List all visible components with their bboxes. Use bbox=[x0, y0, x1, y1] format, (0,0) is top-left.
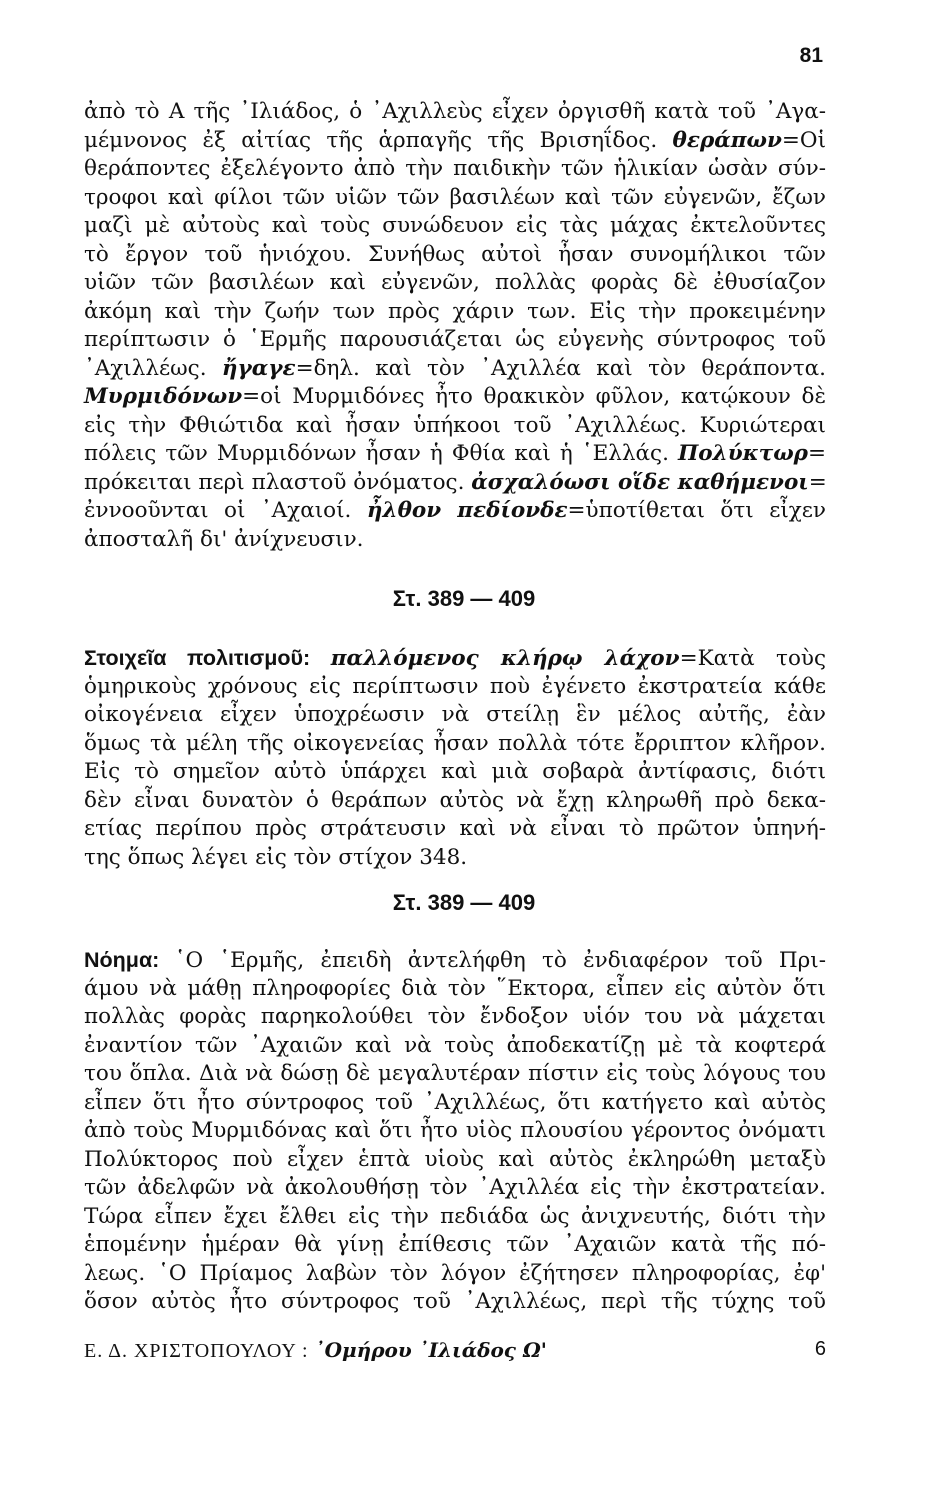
text-line: ἀποσταλῆ δι' ἀνίχνευσιν. bbox=[84, 526, 364, 552]
text-line: ὅσον αὐτὸς ἦτο σύντροφος τοῦ ᾿Αχιλλέως, περὶ τῆς τύχης τοῦ bbox=[84, 1289, 826, 1314]
text-line: τὸ ἔργον τοῦ ἡνιόχου. Συνήθως αὐτοὶ ἦσαν συνομήλικοι τῶν bbox=[84, 241, 826, 267]
text-line: της ὅπως λέγει εἰς τὸν στίχον 348. bbox=[84, 844, 468, 870]
lemma: ἀσχαλόωσι οἵδε καθήμενοι bbox=[471, 469, 809, 495]
text-line: Νόημα: ῾Ο ῾Ερμῆς, ἐπειδὴ ἀντελήφθη τὸ ἐνδιαφέρον τοῦ Πρι- bbox=[84, 948, 826, 973]
lemma: ἤγαγε bbox=[221, 355, 296, 381]
culture-paragraph bbox=[84, 644, 826, 872]
text-line: του ὅπλα. Διὰ νὰ δώσῃ δὲ μεγαλυτέραν πίστιν εἰς τοὺς λόγους του bbox=[84, 1061, 826, 1086]
footer-author: Ε. Δ. ΧΡΙΣΤΟΠΟΥΛΟΥ : bbox=[84, 1340, 315, 1362]
text-line: άμου νὰ μάθῃ πληροφορίες διὰ τὸν ῞Εκτορα, εἶπεν εἰς αὐτὸν ὅτι bbox=[84, 975, 826, 1001]
text-line: ἀπὸ τοὺς Μυρμιδόνας καὶ ὅτι ἦτο υἱὸς πλουσίου γέροντος ὀνόματι bbox=[84, 1118, 826, 1143]
text-line: λεως. ῾Ο Πρίαμος λαβὼν τὸν λόγον ἐζήτησεν πληροφορίας, ἐφ' bbox=[84, 1260, 826, 1286]
text-line: Μυρμιδόνων=οἱ Μυρμιδόνες ἦτο θρακικὸν φῦλον, κατῴκουν δὲ bbox=[84, 384, 826, 409]
signature-mark: 6 bbox=[814, 1338, 826, 1360]
text-line: μέμνονος ἐξ αἰτίας τῆς ἁρπαγῆς τῆς Βρισηΐδος. θεράπων=Οἱ bbox=[84, 127, 826, 153]
text-line: δὲν εἶναι δυνατὸν ὁ θεράπων αὐτὸς νὰ ἔχῃ κληρωθῆ πρὸ δεκα- bbox=[84, 787, 826, 813]
text-line: πόλεις τῶν Μυρμιδόνων ἦσαν ἡ Φθία καὶ ἡ ῾Ελλάς. Πολύκτωρ= bbox=[84, 441, 826, 466]
text-line: Τώρα εἶπεν ἔχει ἔλθει εἰς τὴν πεδιάδα ὡς ἀνιχνευτής, διότι τὴν bbox=[84, 1203, 826, 1229]
text-line: τῶν ἀδελφῶν νὰ ἀκολουθήσῃ τὸν ᾿Αχιλλέα εἰς τὴν ἐκστρατείαν. bbox=[84, 1175, 826, 1200]
paragraph-heading: Στοιχεῖα πολιτισμοῦ bbox=[84, 646, 304, 670]
lemma: θεράπων bbox=[672, 127, 782, 153]
text-line: Εἰς τὸ σημεῖον αὐτὸ ὑπάρχει καὶ μιὰ σοβαρὰ ἀντίφασις, διότι bbox=[84, 759, 826, 784]
lemma: Μυρμιδόνων bbox=[84, 384, 243, 409]
text-line: οἰκογένεια εἶχεν ὑποχρέωσιν νὰ στείλῃ ἓν μέλος αὐτῆς, ἐὰν bbox=[84, 702, 826, 727]
page-footer bbox=[84, 1338, 826, 1363]
page-number: 81 bbox=[799, 44, 823, 67]
text-line: ετίας περίπου πρὸς στράτευσιν καὶ νὰ εἶναι τὸ πρῶτον ὑπηνή- bbox=[84, 816, 826, 841]
lemma: Πολύκτωρ bbox=[677, 441, 808, 466]
text-line: ὁμηρικοὺς χρόνους εἰς περίπτωσιν ποὺ ἐγένετο ἐκστρατεία κάθε bbox=[84, 673, 826, 699]
text-line: ὅμως τὰ μέλη τῆς οἰκογενείας ἦσαν πολλὰ τότε ἔρριπτον κλῆρον. bbox=[84, 730, 826, 756]
section-heading: Στ. 389 — 409 bbox=[392, 890, 536, 915]
text-line: θεράποντες ἐξελέγοντο ἀπὸ τὴν παιδικὴν τῶν ἡλικίαν ὡσὰν σύν- bbox=[84, 156, 826, 181]
text-line: ἐναντίον τῶν ᾿Αχαιῶν καὶ νὰ τοὺς ἀποδεκατίζῃ μὲ τὰ κοφτερά bbox=[84, 1032, 826, 1058]
text-line: πρόκειται περὶ πλαστοῦ ὀνόματος. ἀσχαλόωσι οἵδε καθήμενοι= bbox=[84, 469, 827, 495]
text-line: μαζὶ μὲ αὐτοὺς καὶ τοὺς συνώδευον εἰς τὰς μάχας ἐκτελοῦντες bbox=[84, 213, 826, 238]
lemma: ἦλθον πεδίονδε bbox=[366, 498, 568, 523]
text-line: ἀκόμη καὶ τὴν ζωήν των πρὸς χάριν των. Εἰς τὴν προκειμένην bbox=[84, 298, 826, 324]
text-line: πολλὰς φορὰς παρηκολούθει τὸν ἔνδοξον υἱόν του νὰ μάχεται bbox=[84, 1004, 826, 1029]
text-line: ᾿Αχιλλέως. ἤγαγε=δηλ. καὶ τὸν ᾿Αχιλλέα καὶ τὸν θεράποντα. bbox=[84, 355, 826, 381]
meaning-paragraph bbox=[84, 946, 826, 1317]
text-line: εἰς τὴν Φθιώτιδα καὶ ἦσαν ὑπήκοοι τοῦ ᾿Αχιλλέως. Κυριώτεραι bbox=[84, 412, 826, 438]
text-line: Πολύκτορος ποὺ εἶχεν ἑπτὰ υἱοὺς καὶ αὐτὸς ἐκληρώθη μεταξὺ bbox=[84, 1146, 826, 1172]
section-heading: Στ. 389 — 409 bbox=[392, 586, 536, 611]
paragraph-heading: Νόημα bbox=[84, 948, 153, 972]
text-line: περίπτωσιν ὁ ῾Ερμῆς παρουσιάζεται ὡς εὐγενὴς σύντροφος τοῦ bbox=[84, 327, 826, 352]
text-line: ἑπομένην ἡμέραν θὰ γίνῃ ἐπίθεσις τῶν ᾿Αχαιῶν κατὰ τῆς πό- bbox=[84, 1232, 826, 1257]
commentary-paragraph bbox=[84, 98, 826, 554]
footer-book-title: ᾿Ομήρου ᾿Ιλιάδος Ω' bbox=[314, 1338, 547, 1362]
text-line: υἱῶν τῶν βασιλέων καὶ εὐγενῶν, πολλὰς φορὰς δὲ ἐθυσίαζον bbox=[84, 270, 826, 295]
text-line: ἐννοοῦνται οἱ ᾿Αχαιοί. ἦλθον πεδίονδε=ὑποτίθεται ὅτι εἶχεν bbox=[84, 498, 826, 523]
text-line: ἀπὸ τὸ Α τῆς ᾿Ιλιάδος, ὁ ᾿Αχιλλεὺς εἶχεν ὀργισθῆ κατὰ τοῦ ᾿Αγα- bbox=[84, 99, 826, 124]
text-line: Στοιχεῖα πολιτισμοῦ: παλλόμενος κλήρῳ λάχον=Κατὰ τοὺς bbox=[84, 646, 827, 671]
text-line: εἶπεν ὅτι ἦτο σύντροφος τοῦ ᾿Αχιλλέως, ὅτι κατήγετο καὶ αὐτὸς bbox=[84, 1089, 826, 1115]
text-line: τροφοι καὶ φίλοι τῶν υἱῶν τῶν βασιλέων καὶ τῶν εὐγενῶν, ἔζων bbox=[84, 184, 826, 210]
lemma: παλλόμενος κλήρῳ λάχον bbox=[330, 646, 680, 671]
